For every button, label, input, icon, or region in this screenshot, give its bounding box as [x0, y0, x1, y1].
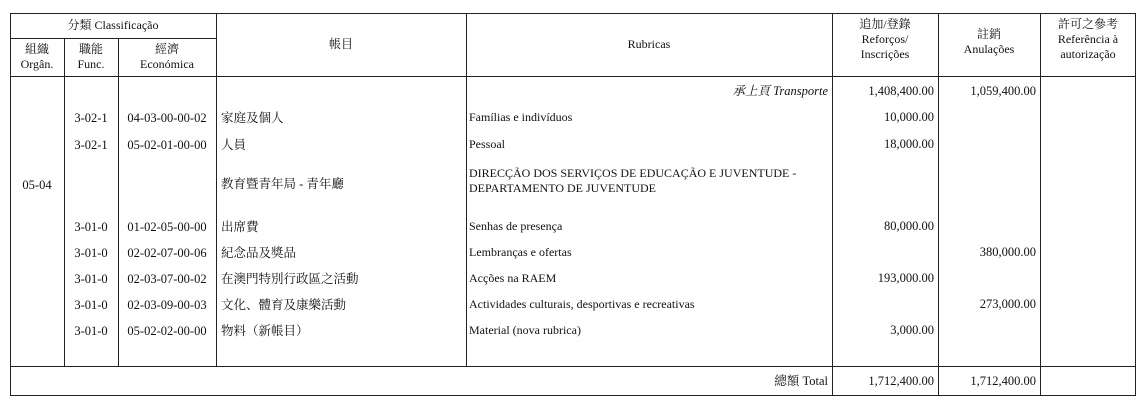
total-anulacoes: 1,712,400.00: [970, 374, 1036, 388]
reforcos-header-zh: 追加/登錄: [859, 17, 911, 31]
transporte-label: 承上頁 Transporte: [732, 84, 828, 98]
conta-label: 紀念品及獎品: [221, 246, 297, 260]
rubrica-label: Acções na RAEM: [469, 271, 557, 285]
reforcos-header-pt1: Reforços/: [861, 32, 909, 46]
conta-label: 家庭及個人: [221, 111, 284, 125]
classification-header: 分類 Classificação: [67, 18, 159, 32]
rubrica-label: Famílias e indivíduos: [469, 110, 573, 124]
funcional-code: 3-02-1: [74, 111, 108, 125]
table-border-bottom: [10, 395, 1136, 396]
contas-header: 帳目: [328, 37, 353, 51]
rubrica-label: Material (nova rubrica): [469, 323, 581, 337]
rubrica-label: Lembranças e ofertas: [469, 245, 572, 259]
conta-label: 教育暨青年局 - 青年廳: [221, 177, 344, 191]
economica-code: 02-03-07-00-02: [127, 272, 207, 286]
rubricas-header: Rubricas: [627, 37, 671, 51]
referencia-header-pt1: Referência à: [1057, 32, 1119, 46]
economica-header-zh: 經濟: [154, 42, 179, 56]
rubrica-label: Actividades culturais, desportivas e recreativas: [469, 297, 695, 311]
conta-label: 在澳門特別行政區之活動: [221, 272, 359, 286]
economica-code: 01-02-05-00-00: [127, 220, 207, 234]
economica-code: 05-02-01-00-00: [127, 138, 207, 152]
rubrica-label-line2: DEPARTAMENTO DE JUVENTUDE: [469, 181, 656, 195]
col-sep-5: [832, 13, 833, 396]
col-sep-4: [466, 76, 467, 366]
classification-rule: [10, 38, 216, 39]
funcional-code: 3-01-0: [74, 246, 108, 260]
funcional-header-pt: Func.: [77, 57, 105, 71]
reforco-value: 10,000.00: [884, 110, 934, 124]
table-border-right: [1135, 13, 1136, 396]
economica-code: 05-02-02-00-00: [127, 324, 207, 338]
economica-code: 02-02-07-00-06: [127, 246, 207, 260]
reforco-value: 18,000.00: [884, 137, 934, 151]
rubrica-label: Senhas de presença: [469, 219, 563, 233]
funcional-code: 3-01-0: [74, 220, 108, 234]
transporte-reforcos: 1,408,400.00: [868, 84, 934, 98]
organica-code: 05-04: [22, 178, 52, 192]
reforcos-header-pt2: Inscrições: [860, 47, 910, 61]
conta-label: 文化、體育及康樂活動: [221, 298, 347, 312]
transporte-anulacoes: 1,059,400.00: [970, 84, 1036, 98]
table-border-top: [10, 13, 1136, 14]
anulacao-value: 273,000.00: [979, 297, 1036, 311]
funcional-code: 3-01-0: [74, 298, 108, 312]
budget-table: [10, 13, 1136, 396]
col-sep-3: [216, 76, 217, 366]
anulacoes-header-zh: 註銷: [976, 27, 1001, 41]
rubrica-label: Pessoal: [469, 137, 505, 151]
referencia-header-pt2: autorização: [1060, 47, 1116, 61]
organica-header-pt: Orgân.: [20, 57, 54, 71]
header-rule: [10, 76, 1136, 77]
total-label: 總額 Total: [774, 374, 828, 388]
organica-header-zh: 組織: [24, 42, 49, 56]
conta-label: 出席費: [221, 220, 259, 234]
funcional-code: 3-01-0: [74, 324, 108, 338]
anulacoes-header-pt: Anulações: [963, 42, 1015, 56]
conta-label: 物料（新帳目）: [221, 324, 309, 338]
rubrica-label: DIRECÇÃO DOS SERVIÇOS DE EDUCAÇÃO E JUVENTUDE -: [469, 166, 797, 180]
anulacao-value: 380,000.00: [979, 245, 1036, 259]
conta-label: 人員: [221, 138, 247, 152]
funcional-header-zh: 職能: [78, 42, 103, 56]
reforco-value: 80,000.00: [884, 219, 934, 233]
economica-code: 04-03-00-00-02: [127, 111, 207, 125]
reforco-value: 193,000.00: [877, 271, 934, 285]
funcional-code: 3-01-0: [74, 272, 108, 286]
economica-header-pt: Económica: [140, 57, 194, 71]
referencia-header-zh: 許可之參考: [1057, 17, 1118, 31]
economica-code: 02-03-09-00-03: [127, 298, 207, 312]
total-reforcos: 1,712,400.00: [868, 374, 934, 388]
col-sep-7: [1040, 13, 1041, 396]
funcional-code: 3-02-1: [74, 138, 108, 152]
total-rule: [10, 366, 1136, 367]
reforco-value: 3,000.00: [890, 323, 934, 337]
col-sep-6: [938, 13, 939, 396]
